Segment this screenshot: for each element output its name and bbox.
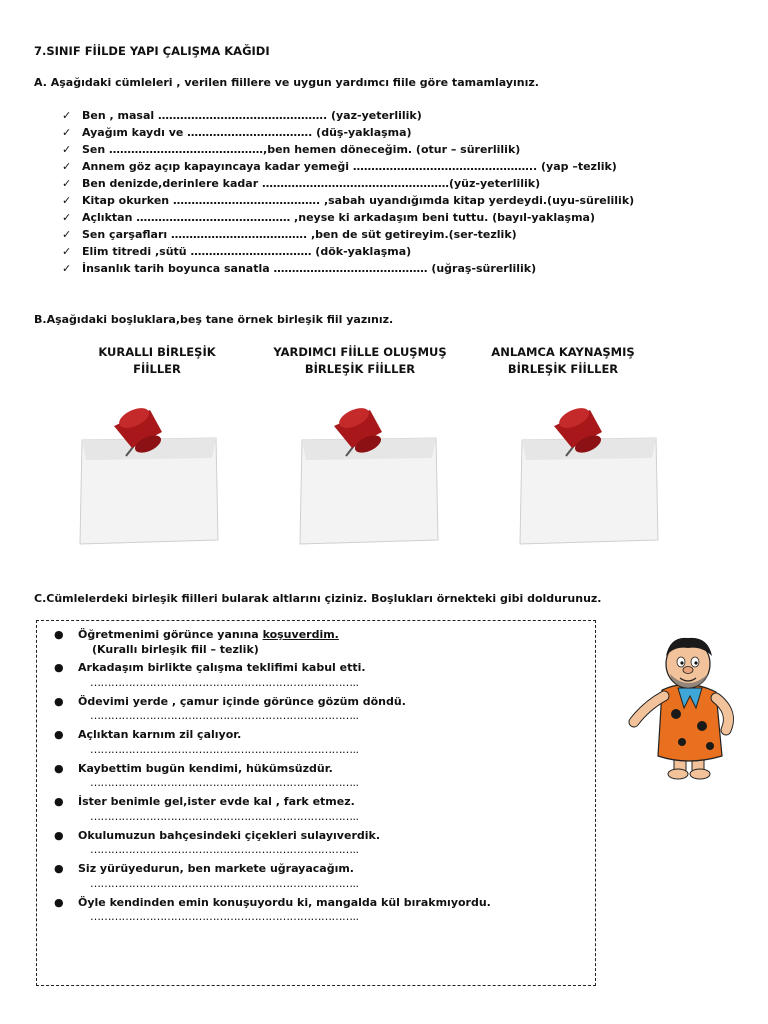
answer-blank[interactable]: ………………………………………………………………….. <box>90 843 359 856</box>
answer-blank[interactable]: ………………………………………………………………….. <box>90 809 359 823</box>
list-item: ✓ Annem göz açıp kapayıncaya kadar yemeği ………………………………………….. (yap –tezlik) <box>62 160 617 173</box>
list-item: ● Ödevimi yerde , çamur içinde görünce gözüm döndü. ………………………………………………………………….. <box>54 695 491 729</box>
cartoon-character <box>626 634 750 784</box>
bullet-icon: ● <box>54 761 64 775</box>
section-b-heading: B.Aşağıdaki boşluklara,beş tane örnek birleşik fiil yazınız. <box>34 313 394 326</box>
pinned-note <box>72 398 222 548</box>
list-item: ● Öyle kendinden emin konuşuyordu ki, mangalda kül bırakmıyordu. ………………………………………………………………….. <box>54 896 491 930</box>
answer-blank[interactable]: ………………………………………………………………….. <box>90 776 359 789</box>
bullet-icon: ● <box>54 728 64 741</box>
list-item: ✓ Ben denizde,derinlere kadar ……………………………………………(yüz-yeterlilik) <box>62 177 541 190</box>
section-c-heading: C.Cümlelerdeki birleşik fiilleri bularak altlarını çiziniz. Boşlukları örnekteki gibi doldurunuz. <box>34 592 602 605</box>
column-heading-regular: KURALLI BİRLEŞİK FİİLLER <box>98 345 216 376</box>
list-item: ✓ Ayağım kaydı ve ……………………………. (düş-yaklaşma) <box>62 126 412 139</box>
check-mark-icon: ✓ <box>62 160 72 173</box>
answer-blank[interactable]: ………………………………………………………………….. <box>90 876 359 890</box>
pinned-note <box>292 398 442 548</box>
list-item: ● Kaybettim bugün kendimi, hükümsüzdür. ………………………………………………………………….. <box>54 762 491 796</box>
bullet-icon: ● <box>54 661 64 674</box>
column-heading-auxiliary: YARDIMCI FİİLLE OLUŞMUŞ BİRLEŞİK FİİLLER <box>273 345 447 376</box>
bullet-icon: ● <box>54 895 64 909</box>
pinned-note <box>512 398 662 548</box>
check-mark-icon: ✓ <box>62 245 72 258</box>
list-item: ✓ Sen ……………………………………,ben hemen döneceğim. (otur – sürerlilik) <box>62 143 521 156</box>
check-mark-icon: ✓ <box>62 143 72 156</box>
answer-blank[interactable]: ………………………………………………………………….. <box>90 910 359 923</box>
list-item: ✓ İnsanlık tarih boyunca sanatla …………………………………… (uğraş-sürerlilik) <box>62 262 537 275</box>
list-item: ✓ Açlıktan …………………………………… ,neyse ki arkadaşım beni tuttu. (bayıl-yaklaşma) <box>62 211 595 224</box>
check-mark-icon: ✓ <box>62 262 72 275</box>
list-item: ✓ Ben , masal ………………………………………. (yaz-yeterlilik) <box>62 109 422 122</box>
answer-blank[interactable]: ………………………………………………………………….. <box>90 742 359 756</box>
bullet-icon: ● <box>54 862 64 875</box>
list-item: ● Açlıktan karnım zil çalıyor. ………………………………………………………………….. <box>54 728 491 762</box>
section-c-list <box>54 628 491 929</box>
bullet-icon: ● <box>54 694 64 708</box>
worksheet-title: 7.SINIF FİİLDE YAPI ÇALIŞMA KAĞIDI <box>34 44 270 58</box>
check-mark-icon: ✓ <box>62 211 72 224</box>
example-item: ● Öğretmenimi görünce yanına koşuverdim. (Kurallı birleşik fiil – tezlik) <box>54 628 491 657</box>
check-mark-icon: ✓ <box>62 126 72 139</box>
bullet-icon: ● <box>54 795 64 808</box>
answer-blank[interactable]: ………………………………………………………………….. <box>90 709 359 722</box>
list-item: ● Siz yürüyedurun, ben markete uğrayacağım. ………………………………………………………………….. <box>54 862 491 896</box>
list-item: ✓ Elim titredi ,sütü …………………………… (dök-yaklaşma) <box>62 245 412 258</box>
list-item: ● Arkadaşım birlikte çalışma teklifimi kabul etti. ………………………………………………………………….. <box>54 661 491 695</box>
check-mark-icon: ✓ <box>62 228 72 241</box>
example-answer: (Kurallı birleşik fiil – tezlik) <box>92 642 259 656</box>
check-mark-icon: ✓ <box>62 177 72 190</box>
bullet-icon: ● <box>54 828 64 842</box>
column-heading-fused: ANLAMCA KAYNAŞMIŞ BİRLEŞİK FİİLLER <box>491 345 635 376</box>
check-mark-icon: ✓ <box>62 109 72 122</box>
section-a-list <box>62 107 634 277</box>
section-a-heading: A. Aşağıdaki cümleleri , verilen fiillere ve uygun yardımcı fiile göre tamamlayınız. <box>34 76 539 89</box>
answer-blank[interactable]: ………………………………………………………………….. <box>90 675 359 689</box>
check-mark-icon: ✓ <box>62 194 72 207</box>
underlined-verb: koşuverdim. <box>262 628 339 641</box>
list-item: ✓ Kitap okurken …………………………………. ,sabah uyandığımda kitap yerdeydi.(uyu-sürelilik) <box>62 194 635 207</box>
bullet-icon: ● <box>54 628 64 641</box>
list-item: ● Okulumuzun bahçesindeki çiçekleri sulayıverdik. ………………………………………………………………….. <box>54 829 491 863</box>
list-item: ● İster benimle gel,ister evde kal , fark etmez. ………………………………………………………………….. <box>54 795 491 829</box>
list-item: ✓ Sen çarşafları ………………………………. ,ben de süt getireyim.(ser-tezlik) <box>62 228 517 241</box>
